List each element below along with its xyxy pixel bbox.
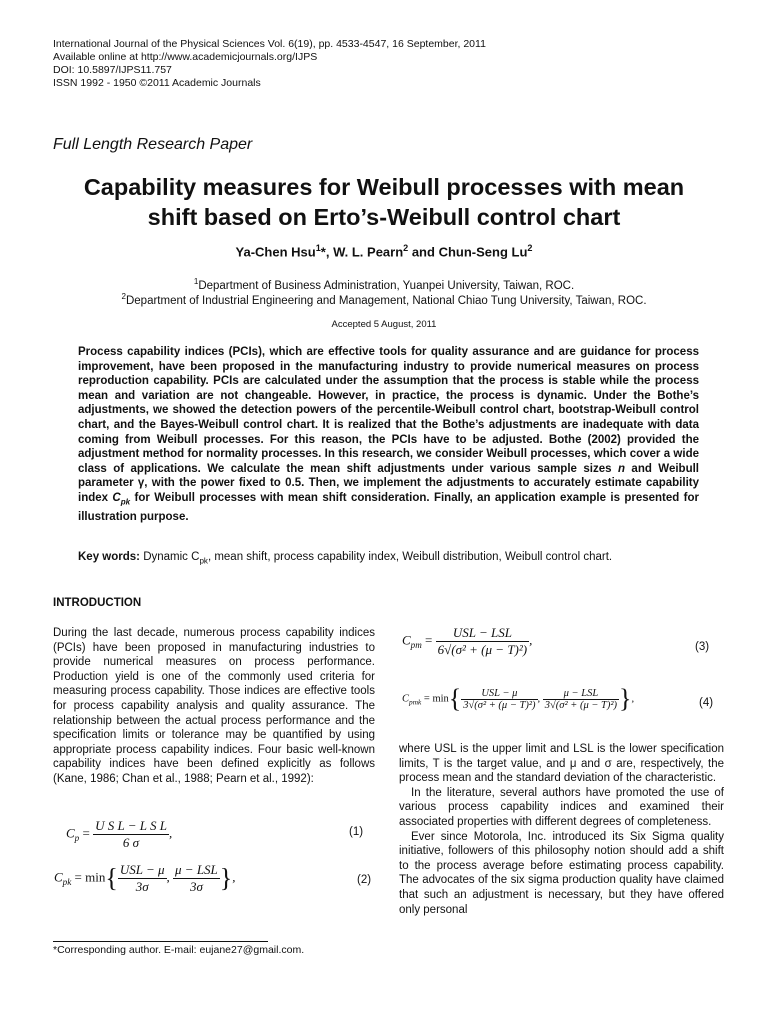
eq3-lhs: C [402,632,411,648]
eq3-fraction [436,625,529,658]
author-2: W. L. Pearn [333,244,404,260]
author-list [0,243,768,259]
abstract-cpk-sub: pk [120,497,131,507]
eq3-numerator: USL − LSL [436,625,529,642]
equation-4-number: (4) [699,697,714,709]
affiliation-2-text: Department of Industrial Engineering and Management, National Chiao Tung University, Taiwan, ROC. [125,294,647,307]
abstract [78,345,699,524]
author-3: Chun-Seng Lu [438,244,528,260]
abstract-part-3: for Weibull processes with mean shift consideration. Finally, an application example is presented for illustration purpose. [78,491,700,523]
eq1-denominator: 6 σ [122,835,140,850]
eq2-min: min [85,869,106,885]
equation-2-number: (2) [357,874,372,886]
where-paragraph: where USL is the upper limit and LSL is the lower specification limits, T is the target value, and μ and σ are, respectively, the process mean and the standard deviation of the characteristic. [399,743,724,785]
corresponding-author-footnote: *Corresponding author. E-mail: eujane27@gmail.com. [53,944,305,956]
eq3-denominator: 6√(σ² + (μ − T)²) [437,642,528,657]
eq1-lhs-sub: p [74,833,80,844]
equation-2: $C_{pk} = \min${ $\frac{\text{USL − μ}}{3\sigma}$ , $\frac{\text{μ − LSL}}{3\sigma}$ }, [54,862,236,894]
eq4-denominator-2: 3√(σ² + (μ − T)²) [544,699,618,711]
paper-title [40,172,728,232]
abstract-part-1: Process capability indices (PCIs), which are effective tools for quality assurance and are guidance for process improvement, have been proposed in the manufacturing industry to provide numerical measures on process reproduction capability. PCIs are calculated under the assumption that the process is stable while the process mean and variation are not changeable. However, in practice, the process is dynamic. Under the Bothe’s adjustments, we showed the detection powers of the percentile-Weibull control chart, bootstrap-Weibull control chart, and the Bayes-Weibull control chart. It is realized that the Bothe’s adjustments are inadequate with data coming from Weibull processes. For this reason, the PCIs have to be adjusted. Bothe (2002) provided the adjustment method for normality processes. In this research, we consider Weibull processes, which cover a wide class of applications. We calculate the mean shift adjustments under various sample sizes [78,346,699,475]
eq2-lhs-sub: pk [62,877,72,888]
journal-header [53,38,486,90]
eq1-numerator: U S L − L S L [95,818,167,833]
equation-1-number: (1) [349,826,364,838]
journal-citation: International Journal of the Physical Sciences Vol. 6(19), pp. 4533-4547, 16 September, 2011 [53,38,486,50]
abstract-part-2: and Weibull parameter γ, with the power fixed to 0.5. Then, we implement the adjustments to accurately estimate capability index [78,462,699,504]
keywords-sub: pk [199,556,208,566]
affiliation-1-marker: 1 [193,277,199,286]
abstract-var-n: n [617,462,625,475]
eq1-fraction [93,818,169,851]
journal-doi: DOI: 10.5897/IJPS11.757 [53,64,172,76]
equation-1: $C_p$ = $\frac{\text{U S L − L S L}}{6 \sigma}$ , [66,818,173,850]
footnote-divider [53,941,268,942]
keywords [78,551,699,565]
paper-genre: Full Length Research Paper [53,136,253,153]
eq4-fraction-1 [461,688,537,711]
journal-issn: ISSN 1992 - 1950 ©2011 Academic Journals [53,77,261,89]
eq2-fraction-1 [118,862,167,895]
eq4-lhs: C [402,693,410,705]
eq2-denominator-1: 3σ [135,879,149,894]
right-column-text [399,742,724,917]
accepted-date: Accepted 5 August, 2011 [331,319,437,330]
keywords-post: , mean shift, process capability index, Weibull distribution, Weibull control chart. [207,551,613,563]
eq4-denominator-1: 3√(σ² + (μ − T)²) [463,699,536,711]
eq1-lhs: C [66,825,75,841]
eq3-lhs-sub: pm [410,640,422,651]
eq4-numerator-1: USL − μ [461,688,537,700]
keywords-pre: Dynamic C [140,551,200,563]
literature-paragraph: In the literature, several authors have promoted the use of various process capability indices and examined their associated properties with different degrees of completeness. [399,786,724,828]
affiliation-2-marker: 2 [121,292,126,301]
affiliation-1-text: Department of Business Administration, Yuanpei University, Taiwan, ROC. [198,279,575,292]
journal-url: Available online at http://www.academicjournals.org/IJPS [53,51,318,63]
section-heading-introduction: INTRODUCTION [53,597,142,609]
abstract-cpk: C [112,491,121,504]
author-2-affil: 2 [403,243,409,253]
eq2-fraction-2 [173,862,220,895]
eq2-lhs: C [54,869,63,885]
keywords-label: Key words: [78,551,140,563]
eq2-denominator-2: 3σ [189,879,203,894]
author-1: Ya-Chen Hsu [235,244,316,260]
author-3-affil: 2 [527,243,533,253]
eq4-numerator-2: μ − LSL [543,688,619,700]
eq2-numerator-1: USL − μ [119,862,165,877]
affiliation-2 [0,292,768,307]
title-line-1: Capability measures for Weibull processes with mean [83,174,685,200]
affiliation-1 [0,277,768,292]
six-sigma-paragraph: Ever since Motorola, Inc. introduced its Six Sigma quality initiative, followers of this philosophy notion should add a shift to the process average before estimating process capability. The advocates of the six sigma production quality have claimed that such an adjustment is necessary, but they have offered only personal [399,830,724,916]
eq4-min: min [432,693,449,705]
author-and: and [408,244,439,260]
eq4-lhs-sub: pmk [409,697,422,707]
eq2-numerator-2: μ − LSL [175,862,218,877]
equation-3-number: (3) [695,641,710,653]
author-1-affil: 1 [315,243,321,253]
author-1-star: *, [320,244,334,260]
equation-3: $C_{pm}$ = $\frac{\text{USL − LSL}}{\text{6√(σ² + (μ − T)²)}}$ , [402,625,533,657]
eq4-fraction-2 [543,688,619,711]
title-line-2: shift based on Erto’s-Weibull control chart [147,204,621,230]
equation-4: $C_{pmk} = \min${ $\frac{\text{USL − μ}}{\text{3√(σ² + (μ − T)²)}}$ , $\frac{\text{μ − LSL}}{\text{3√(σ² + (μ − T)²)}}$ }, [402,684,635,713]
intro-paragraph: During the last decade, numerous process capability indices (PCIs) have been proposed in manufacturing industries to provide numerical measures on process performance. Production yield is one of the commonly used criteria for measuring process capability. Those indices are effective tools for process capability analysis and quality assurance. The relationship between the actual process performance and the specification limits or tolerance may be quantified by using appropriate process capability indices. Four basic well-known capability indices have been defined explicitly as follows (Kane, 1986; Chan et al., 1988; Pearn et al., 1992): [53,627,375,785]
